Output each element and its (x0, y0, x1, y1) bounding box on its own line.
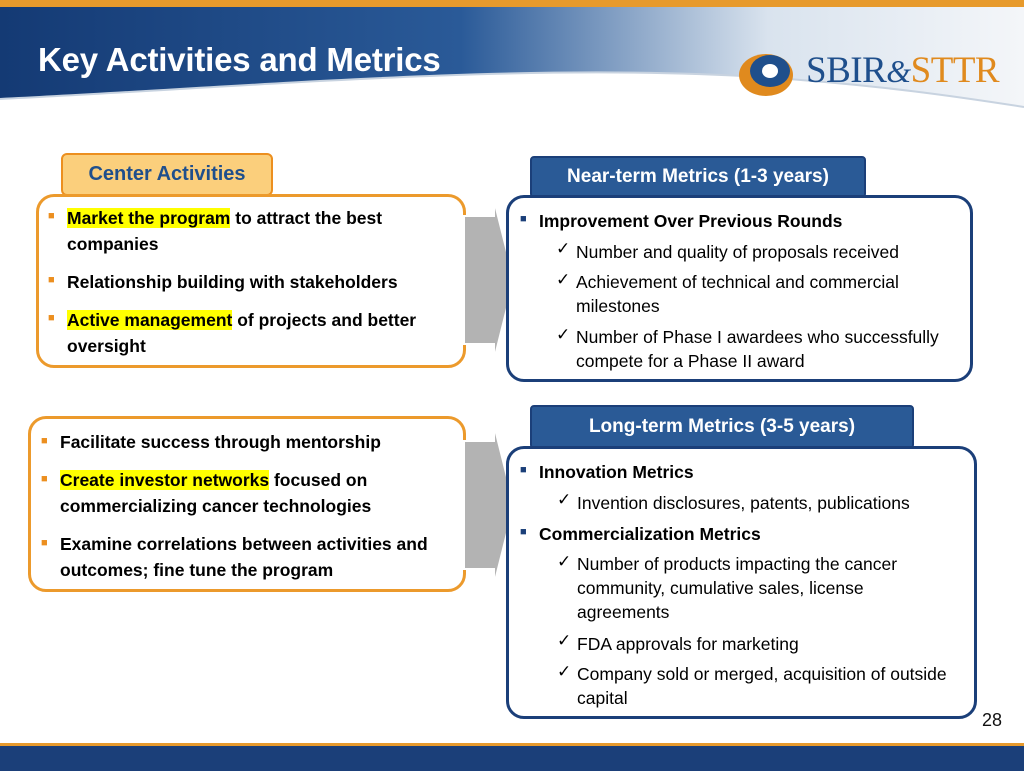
activity-text: Relationship building with stakeholders (67, 272, 398, 292)
highlighted-text: Active management (67, 310, 233, 330)
metric-item: Number of Phase I awardees who successfully compete for a Phase II award (576, 327, 939, 371)
highlighted-text: Create investor networks (60, 470, 270, 490)
activity-item (60, 531, 455, 583)
activity-item (60, 467, 450, 519)
activity-item (67, 269, 467, 295)
logo-sttr: STTR (910, 50, 1000, 91)
metric-item: Achievement of technical and commercial milestones (576, 272, 899, 316)
metric-item: Company sold or merged, acquisition of outside capital (577, 664, 947, 708)
center-activities-bottom-box (28, 416, 466, 592)
page-number: 28 (982, 710, 1003, 730)
metric-heading: Innovation Metrics (539, 462, 694, 482)
near-term-metrics-tab: Near-term Metrics (1-3 years) (530, 156, 866, 198)
metric-item: Number and quality of proposals received (576, 242, 899, 262)
checkmark-icon: ✓ (556, 239, 571, 258)
square-bullet-icon: ■ (48, 274, 55, 286)
metric-item: Invention disclosures, patents, publications (577, 493, 910, 513)
square-bullet-icon: ■ (48, 312, 55, 324)
metric-heading: Commercialization Metrics (539, 524, 761, 544)
checkmark-icon: ✓ (556, 270, 571, 289)
activity-text: Facilitate success through mentorship (60, 432, 381, 452)
long-term-metrics-tab: Long-term Metrics (3-5 years) (530, 405, 914, 449)
metric-item: FDA approvals for marketing (577, 634, 799, 654)
checkmark-icon: ✓ (557, 552, 572, 571)
square-bullet-icon: ■ (41, 537, 48, 549)
page-title: Key Activities and Metrics (38, 41, 441, 78)
highlighted-text: Market the program (67, 208, 231, 228)
checkmark-icon: ✓ (556, 325, 571, 344)
square-bullet-icon: ■ (520, 464, 527, 476)
checkmark-icon: ✓ (557, 490, 572, 509)
long-term-metrics-box (506, 446, 977, 719)
square-bullet-icon: ■ (520, 213, 527, 225)
checkmark-icon: ✓ (557, 662, 572, 681)
activity-item (60, 429, 460, 455)
activity-text: of projects and better oversight (67, 310, 417, 356)
square-bullet-icon: ■ (41, 473, 48, 485)
top-accent-stripe (0, 0, 1024, 7)
center-activities-tab: Center Activities (61, 153, 273, 196)
square-bullet-icon: ■ (41, 435, 48, 447)
sbir-sttr-logo (736, 47, 1016, 103)
logo-wordmark (806, 49, 999, 92)
activity-text: focused on commercializing cancer technologies (60, 470, 372, 516)
center-activities-top-box (36, 194, 466, 368)
activity-text: to attract the best companies (67, 208, 383, 254)
header-banner (0, 7, 1024, 132)
checkmark-icon: ✓ (557, 631, 572, 650)
activity-item (67, 205, 457, 257)
logo-swirl-icon (736, 47, 800, 99)
metric-item: Number of products impacting the cancer community, cumulative sales, license agreements (577, 554, 898, 622)
square-bullet-icon: ■ (48, 210, 55, 222)
logo-ampersand: & (886, 53, 911, 89)
metric-heading: Improvement Over Previous Rounds (539, 211, 843, 231)
footer-bar (0, 743, 1024, 771)
square-bullet-icon: ■ (520, 526, 527, 538)
near-term-metrics-box (506, 195, 973, 382)
activity-item (67, 307, 447, 359)
logo-sbir: SBIR (806, 50, 887, 91)
activity-text: Examine correlations between activities and outcomes; fine tune the program (60, 534, 428, 580)
